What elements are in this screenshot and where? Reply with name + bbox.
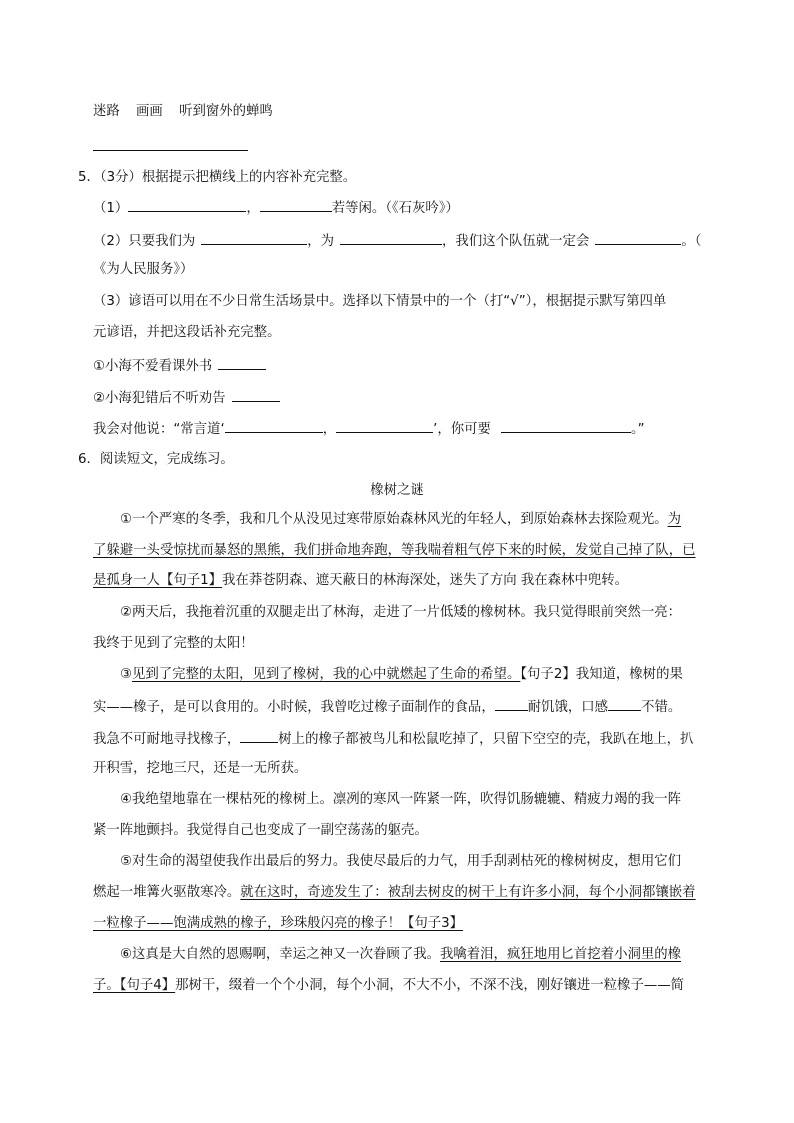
sentence-4-tag: 子。【句子4】 — [93, 978, 176, 993]
p3-line4: 开积雪，挖地三尺，还是一无所获。 — [93, 761, 308, 776]
p6-line2 — [93, 977, 684, 995]
option-1-check[interactable] — [218, 356, 266, 370]
word-1: 迷路 — [93, 104, 120, 119]
q5-sub3-line1: （3）谚语可以用在不少日常生活场景中。选择以下情景中的一个（打“√”），根据提示默写第四单 — [93, 294, 667, 309]
p1-l3-underlined: 是孤身一人 — [93, 573, 160, 588]
blank-11[interactable] — [240, 729, 278, 743]
q5-sub1-text: 若等闲。（《石灰吟》） — [331, 201, 459, 216]
p6-line1 — [120, 946, 681, 964]
p3-line2 — [93, 697, 681, 717]
p1-line1 — [120, 511, 681, 529]
word-list — [93, 103, 273, 121]
p2-line1: ②两天后，我拖着沉重的双腿走出了林海，走进了一片低矮的橡树林。我只觉得眼前突然一亮： — [120, 605, 682, 620]
p5-line2 — [93, 884, 696, 902]
p6-l2-text: 那树干，缀着一个个小洞，每个小洞，不大不小，不深不浅，刚好镶进一粒橡子——简 — [175, 978, 685, 993]
say-c: ’，你可要 — [433, 422, 491, 437]
blank-3[interactable] — [201, 231, 307, 245]
p5-l2-text: 燃起一堆篝火驱散寒冷。 — [93, 885, 241, 900]
p3-l3-text: 我急不可耐地寻找橡子， — [93, 732, 241, 747]
option-2-check[interactable] — [232, 388, 280, 402]
p2-line2: 我终于见到了完整的太阳！ — [93, 636, 254, 651]
blank-4[interactable] — [340, 231, 442, 245]
blank-1[interactable] — [128, 198, 246, 212]
p3-l2-mid: 耐饥饿，口感 — [527, 700, 609, 715]
q5-sub1-comma: ， — [246, 201, 260, 216]
p3-l3-rest: 树上的橡子都被鸟儿和松鼠吃掉了，只留下空空的壳，我趴在地上，扒 — [278, 732, 694, 747]
p1-line2: 了躲避一头受惊扰而暴怒的黑熊，我们拼命地奔跑，等我喘着粗气停下来的时候，发觉自己掉了队，已 — [93, 543, 696, 558]
blank-5[interactable] — [595, 231, 681, 245]
p3-line3 — [93, 729, 693, 749]
p6-l1-underlined: 我噙着泪，疯狂地用匕首挖着小洞里的橡 — [440, 947, 682, 962]
p1-l1-underlined: 为 — [667, 512, 682, 527]
passage-title: 橡树之谜 — [370, 483, 424, 498]
q5-sub2-mid1: ，为 — [307, 234, 335, 249]
p4-line1: ④我绝望地靠在一棵枯死的橡树上。凛冽的寒风一阵紧一阵，吹得饥肠辘辘、精疲力竭的我一阵 — [120, 792, 682, 807]
q5-sub1 — [93, 198, 459, 218]
blank-9[interactable] — [495, 697, 528, 711]
p3-line1 — [120, 666, 683, 684]
p4-line2: 紧一阵地颤抖。我觉得自己也变成了一副空荡荡的躯壳。 — [93, 823, 428, 838]
q5-sub2 — [93, 231, 701, 251]
word-3: 听到窗外的蝉鸣 — [179, 104, 273, 119]
q5-sentence — [93, 419, 645, 439]
p3-l1-num: ③ — [120, 667, 133, 682]
blank-7[interactable] — [336, 419, 433, 433]
p3-l2-end: 不错。 — [641, 700, 682, 715]
say-a: 我会对他说：“常言道‘ — [93, 422, 225, 437]
p3-l2-text: 实——橡子，是可以食用的。小时候，我曾吃过橡子面制作的食品， — [93, 700, 495, 715]
blank-6[interactable] — [225, 419, 323, 433]
answer-line[interactable] — [93, 150, 248, 151]
say-d: 。” — [630, 422, 645, 437]
q5-sub2-prefix: （2）只要我们为 — [93, 234, 196, 249]
word-2: 画画 — [136, 104, 163, 119]
p3-l1-underlined: 见到了完整的太阳，见到了橡树，我的心中就燃起了生命的希望。 — [132, 667, 521, 682]
option-1[interactable] — [93, 356, 266, 376]
p6-l1-text: ⑥这真是大自然的恩赐啊，幸运之神又一次眷顾了我。 — [120, 947, 440, 962]
q5-heading: 5．（3分）根据提示把横线上的内容补充完整。 — [78, 170, 357, 185]
say-b: ， — [322, 422, 337, 437]
q5-sub2-mid2: ，我们这个队伍就一定会 — [442, 234, 590, 249]
q5-sub1-prefix: （1） — [93, 201, 129, 216]
q6-heading: 6．阅读短文，完成练习。 — [78, 452, 234, 467]
p1-line3 — [93, 572, 628, 590]
p5-line3: 一粒橡子——饱满成熟的橡子，珍珠般闪亮的橡子！【句子3】 — [93, 916, 464, 931]
p5-line1: ⑤对生命的渴望使我作出最后的努力。我使尽最后的力气，用手刮剥枯死的橡树树皮，想用它们 — [120, 854, 682, 869]
q5-sub2-end: 。（ — [681, 234, 702, 249]
option-2[interactable] — [93, 388, 280, 408]
option-1-label: ①小海不爱看课外书 — [93, 359, 213, 374]
q5-sub3-line2: 元谚语，并把这段话补充完整。 — [93, 325, 281, 340]
blank-8[interactable] — [501, 419, 631, 433]
p1-l1-text: ①一个严寒的冬季，我和几个从没见过寒带原始森林风光的年轻人，到原始森林去探险观光。 — [120, 512, 668, 527]
p3-l1-text: 【句子2】我知道，橡树的果 — [520, 667, 683, 682]
sentence-1-tag: 【句子1】 — [159, 573, 223, 588]
option-2-label: ②小海犯错后不听劝告 — [93, 391, 226, 406]
blank-2[interactable] — [260, 198, 332, 212]
p5-l2-underlined: 就在这时，奇迹发生了：被刮去树皮的树干上有许多小洞，每个小洞都镶嵌着 — [240, 885, 696, 900]
blank-10[interactable] — [608, 697, 641, 711]
p1-l3-text: 我在莽苍阴森、遮天蔽日的林海深处，迷失了方向 我在森林中兜转。 — [222, 573, 629, 588]
q5-sub2-source: 《为人民服务》） — [93, 262, 194, 277]
